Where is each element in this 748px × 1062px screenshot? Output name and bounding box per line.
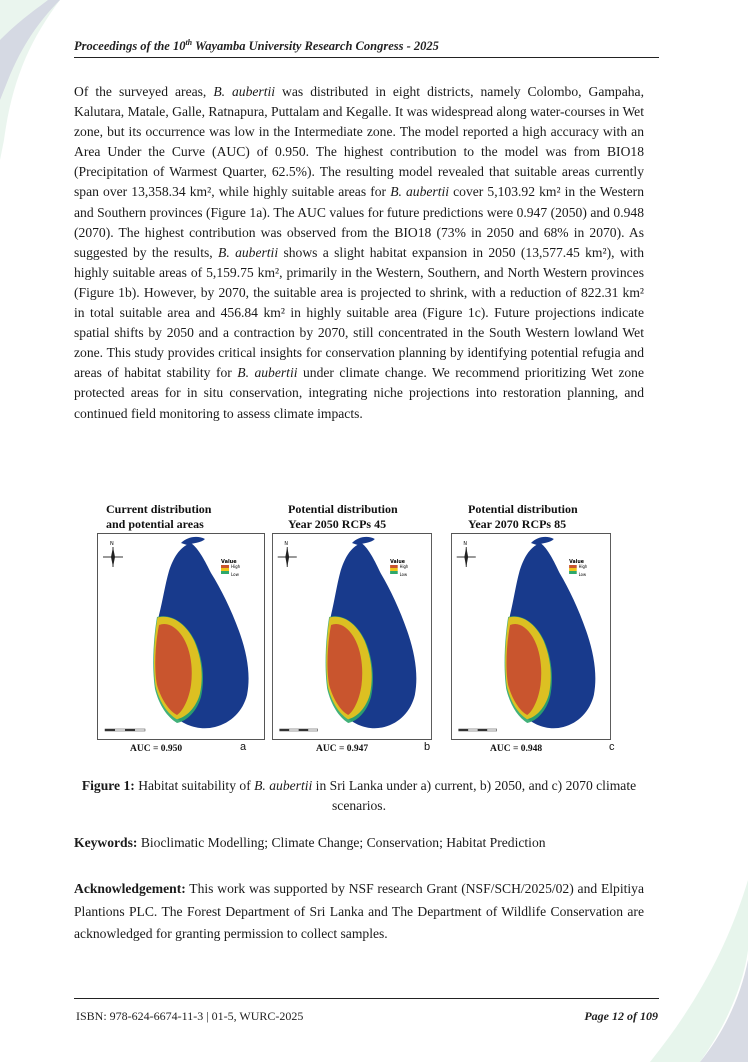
habitat-suitability-map xyxy=(451,533,611,740)
scale-bar xyxy=(105,729,145,731)
svg-text:N: N xyxy=(463,540,467,548)
panel-title: Potential distribution Year 2050 RCPs 45 xyxy=(288,502,398,531)
habitat-suitability-map xyxy=(97,533,265,740)
svg-text:Low: Low xyxy=(231,572,239,577)
figure-caption: Figure 1: Habitat suitability of B. aubertii in Sri Lanka under a) current, b) 2050, and c) 2070 climate scenarios. xyxy=(81,778,637,813)
panel-label: a xyxy=(240,741,247,753)
acknowledgement: Acknowledgement: This work was supported by NSF research Grant (NSF/SCH/2025/02) and Elpitiya Plantions PLC. The Forest Department of Sri Lanka and The Department of Wildlife Conservation are acknowledged for granting permission to collect samples. xyxy=(74,881,644,941)
svg-text:Value: Value xyxy=(221,559,237,565)
panel-label: b xyxy=(424,741,431,753)
panel-label: c xyxy=(609,741,615,753)
scale-bar xyxy=(459,729,497,731)
scale-bar xyxy=(280,729,318,731)
keywords: Keywords: Bioclimatic Modelling; Climate Change; Conservation; Habitat Prediction xyxy=(74,835,546,850)
svg-text:N: N xyxy=(284,540,288,548)
auc-label: AUC = 0.947 xyxy=(316,744,369,754)
habitat-suitability-map xyxy=(272,533,432,740)
svg-text:N: N xyxy=(110,541,114,547)
auc-label: AUC = 0.950 xyxy=(130,744,183,754)
auc-label: AUC = 0.948 xyxy=(490,744,543,754)
svg-text:Value: Value xyxy=(569,558,584,566)
footer-rule xyxy=(74,998,659,999)
panel-title: Potential distribution Year 2070 RCPs 85 xyxy=(468,502,578,531)
isbn-footer: ISBN: 978-624-6674-11-3 | 01-5, WURC-2025 xyxy=(76,1009,304,1023)
body-paragraph: Of the surveyed areas, B. aubertii was distributed in eight districts, namely Colombo, Gampaha, Kalutara, Matale, Galle, Ratnapura, Puttalam and Kegalle. It was widespread along water-courses in Wet zone, but its occurrence was low in the Intermediate zone. The model reported a high accuracy with an Area Under the Curve (AUC) of 0.950. The highest contribution to the model was from BIO18 (Precipitation of Warmest Quarter, 62.5%). The resulting model revealed that suitable areas currently span over 13,358.34 km², while highly suitable areas for B. aubertii cover 5,103.92 km² in the Western and Southern provinces (Figure 1a). The AUC values for future predictions were 0.947 (2050) and 0.948 (2070). The highest contribution was observed from the BIO18 (73% in 2050 and 68% in 2070). As suggested by the results, B. aubertii shows a slight habitat expansion in 2050 (13,577.45 km²), with highly suitable areas of 5,159.75 km², primarily in the Western, Southern, and North Western provinces (Figure 1b). However, by 2070, the suitable area is projected to shrink, with a reduction of 822.31 km² in total suitable area and 456.84 km² in highly suitable area (Figure 1c). Future projections indicate spatial shifts by 2050 and a contraction by 2070, still concentrated in the South Western lowland Wet zone. This study provides critical insights for conservation planning by identifying potential refugia and areas of habitat stability for B. aubertii under climate change. We recommend prioritizing Wet zone protected areas for in situ conservation, integrating niche projections into restoration planning, and continued field monitoring to assess climate impacts. xyxy=(74,84,644,421)
header-rule xyxy=(74,57,659,58)
svg-text:High: High xyxy=(231,564,241,569)
svg-text:High: High xyxy=(578,563,588,570)
running-header: Proceedings of the 10th Wayamba University Research Congress - 2025 xyxy=(74,38,439,54)
svg-text:Low: Low xyxy=(578,571,587,578)
svg-text:Value: Value xyxy=(390,558,405,566)
panel-title: Current distribution and potential areas xyxy=(106,502,212,531)
svg-text:High: High xyxy=(399,563,409,570)
svg-text:Low: Low xyxy=(399,571,408,578)
page-number: Page 12 of 109 xyxy=(584,1009,658,1023)
